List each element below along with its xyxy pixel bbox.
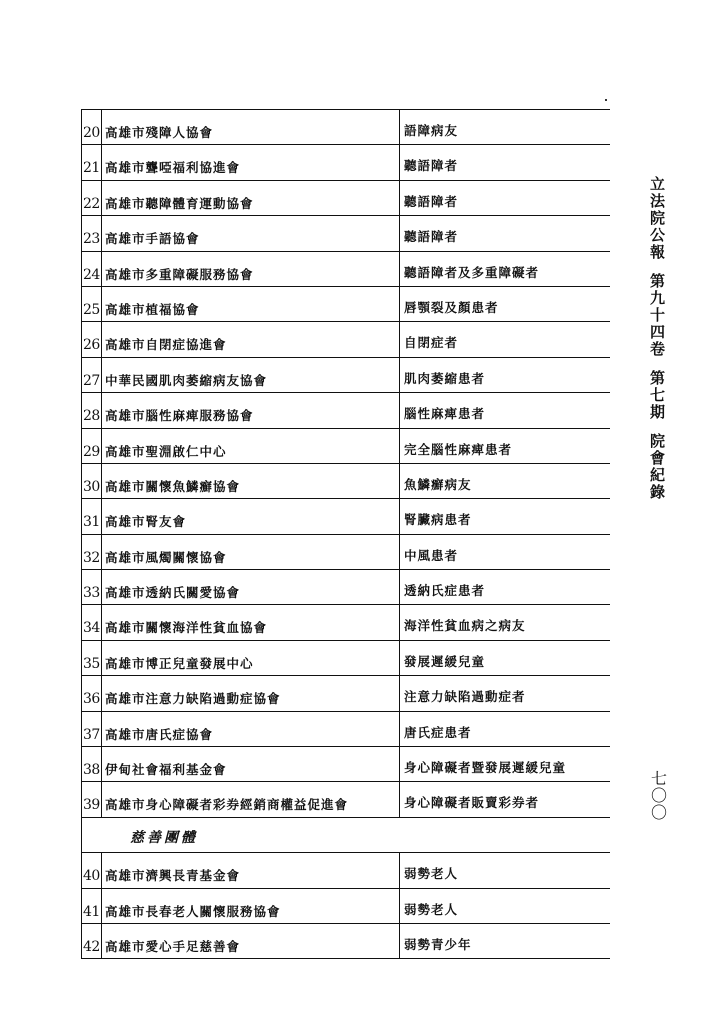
organization-name: 高雄市手語協會 [105,231,200,247]
organization-name: 高雄市博正兒童發展中心 [105,655,254,671]
service-target: 中風患者 [399,535,610,569]
table-row [82,747,610,782]
table-row [82,712,610,747]
table-row [82,429,610,464]
service-target: 弱勢老人 [399,853,610,887]
service-target: 身心障礙者販賣彩券者 [399,782,610,816]
row-number: 37 [82,712,102,746]
organization-name: 高雄市愛心手足慈善會 [105,938,241,954]
page-number: 七〇〇 [651,769,668,822]
organization-name: 高雄市風燭關懷協會 [105,549,227,565]
service-target: 自閉症者 [399,322,610,356]
row-number: 41 [82,889,102,923]
service-target: 聽語障者及多重障礙者 [399,252,610,286]
table-row [82,145,610,180]
organization-name: 高雄市長春老人關懷服務協會 [105,903,281,919]
table-row [82,287,610,322]
organization-name: 高雄市濟興長青基金會 [105,868,241,884]
row-number: 42 [82,924,102,958]
table-row [82,181,610,216]
table-row [82,535,610,570]
organization-name: 高雄市關懷魚鱗癬協會 [105,478,241,494]
row-number: 33 [82,570,102,604]
table-row [82,889,610,924]
organization-name: 高雄市殘障人協會 [105,125,214,140]
organization-name: 高雄市唐氏症協會 [105,726,214,742]
organization-name: 高雄市聖淵啟仁中心 [105,443,227,459]
service-target: 腦性麻痺患者 [399,393,610,427]
table-row [82,605,610,640]
table-row [82,358,610,393]
section-spacer [82,818,102,852]
organization-name: 高雄市自閉症協進會 [105,337,227,353]
service-target: 魚鱗癬病友 [399,464,610,498]
organization-name: 高雄市關懷海洋性貧血協會 [105,620,268,636]
section-row [82,818,610,853]
organization-name: 高雄市聾啞福利協進會 [105,160,241,176]
table-row [82,322,610,357]
table-row [82,464,610,499]
row-number: 35 [82,641,102,675]
table-row [82,641,610,676]
sidebar-volume: 第九十四卷 [650,272,666,358]
table-row [82,570,610,605]
row-number: 23 [82,216,102,250]
row-number: 39 [82,782,102,816]
service-target: 海洋性貧血病之病友 [399,605,610,639]
organization-name: 高雄市腎友會 [105,514,187,530]
row-number: 24 [82,252,102,286]
organization-name: 高雄市身心障礙者彩券經銷商權益促進會 [105,797,349,813]
row-number: 22 [82,181,102,215]
service-target: 語障病友 [399,110,610,144]
organization-table [81,109,610,959]
row-number: 20 [82,110,102,144]
organization-name: 高雄市透納氏關愛協會 [105,585,241,601]
table-row [82,110,610,145]
row-number: 34 [82,605,102,639]
service-target: 聽語障者 [399,145,610,179]
row-number: 28 [82,393,102,427]
organization-name: 高雄市多重障礙服務協會 [105,266,254,282]
service-target: 弱勢老人 [399,889,610,923]
row-number: 29 [82,429,102,463]
service-target: 弱勢青少年 [399,924,610,958]
row-number: 38 [82,747,102,781]
scan-speck [605,99,607,101]
organization-name: 伊甸社會福利基金會 [105,762,227,778]
row-number: 27 [82,358,102,392]
row-number: 25 [82,287,102,321]
service-target: 聽語障者 [399,181,610,215]
organization-name: 中華民國肌肉萎縮病友協會 [105,372,268,388]
section-title: 慈善團體 [130,829,198,846]
row-number: 40 [82,853,102,887]
sidebar-section: 院會紀錄 [650,432,666,501]
organization-name: 高雄市注意力缺陷過動症協會 [105,691,281,707]
sidebar-journal-title: 立法院公報 [650,175,666,261]
row-number: 21 [82,145,102,179]
row-number: 26 [82,322,102,356]
row-number: 32 [82,535,102,569]
table-row [82,782,610,817]
service-target: 肌肉萎縮患者 [399,358,610,392]
service-target: 腎臟病患者 [399,499,610,533]
row-number: 31 [82,499,102,533]
service-target: 聽語障者 [399,216,610,250]
table-row [82,676,610,711]
table-row [82,393,610,428]
row-number: 30 [82,464,102,498]
service-target: 身心障礙者暨發展遲緩兒童 [399,747,610,781]
table-row [82,853,610,888]
service-target: 注意力缺陷過動症者 [399,676,610,710]
table-row [82,216,610,251]
row-number: 36 [82,676,102,710]
service-target: 唇顎裂及顏患者 [399,287,610,321]
publication-header [650,176,664,501]
organization-name: 高雄市植福協會 [105,301,200,317]
table-row [82,499,610,534]
table-row [82,924,610,959]
service-target: 唐氏症患者 [399,712,610,746]
organization-name: 高雄市聽障體育運動協會 [105,195,254,211]
sidebar-issue: 第七期 [650,369,666,421]
service-target: 完全腦性麻痺患者 [399,429,610,463]
organization-name: 高雄市腦性麻痺服務協會 [105,408,254,424]
service-target: 透納氏症患者 [399,570,610,604]
table-row [82,252,610,287]
service-target: 發展遲緩兒童 [399,641,610,675]
